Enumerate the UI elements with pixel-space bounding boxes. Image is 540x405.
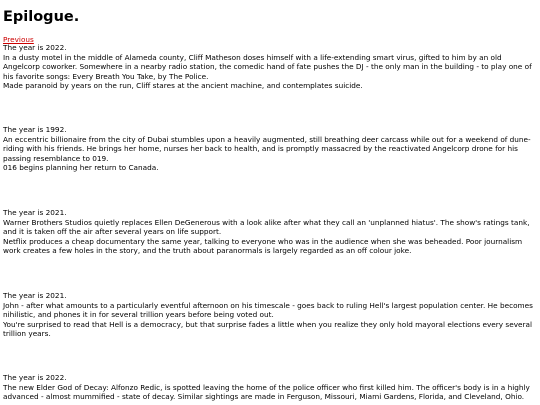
entry-paragraph: 016 begins planning her return to Canada. [3, 163, 159, 173]
entry-paragraph: John - after what amounts to a particularly eventful afternoon on his timescale - goes back to ruling Hell's largest population center. He becomes nihilistic, and phones it in for several trillion years before being voted out. [3, 300, 533, 320]
previous-link[interactable]: Previous [3, 34, 34, 44]
entry-2022-cliff [3, 43, 537, 91]
page-title: Epilogue. [3, 9, 80, 25]
entry-paragraph: The new Elder God of Decay: Alfonzo Redic, is spotted leaving the home of the police officer who first killed him. The officer's body is in a highly advanced - almost mummified - state of decay. Similar sightings are made in Ferguson, Missouri, Miami Gardens, Florida, and Cleveland, Ohio. [3, 382, 530, 402]
entry-paragraph: You're surprised to read that Hell is a democracy, but that surprise fades a little when you realize they only hold mayoral elections every several trillion years. [3, 319, 532, 339]
entry-paragraph: In a dusty motel in the middle of Alameda county, Cliff Matheson doses himself with a life-extending smart virus, gifted to him by an old Angelcorp coworker. Somewhere in a nearby radio station, the comedic hand of fate pushes the DJ - the only man in the building - to play one of his favorite songs: Every Breath You Take, by The Police. [3, 52, 532, 81]
entry-2022-redic [3, 373, 537, 402]
entry-paragraph: Made paranoid by years on the run, Cliff stares at the ancient machine, and contemplates suicide. [3, 81, 363, 91]
entry-year: The year is 1992. [3, 125, 67, 134]
entry-paragraph: Warner Brothers Studios quietly replaces Ellen DeGenerous with a look alike after what they call an 'unplanned hiatus'. The show's ratings tank, and it is taken off the air after several years on life support. [3, 217, 530, 237]
entry-paragraph: An eccentric billionaire from the city of Dubai stumbles upon a heavily augmented, still breathing deer carcass while out for a weekend of dune-riding with his friends. He brings her home, nurses her back to health, and is promptly massacred by the reactivated Angelcorp drone for his passing resemblance to 019. [3, 134, 531, 163]
entry-year: The year is 2022. [3, 43, 67, 52]
entry-1992-dubai [3, 125, 537, 173]
entry-year: The year is 2021. [3, 291, 67, 300]
entry-year: The year is 2021. [3, 208, 67, 217]
entry-2021-ellen [3, 208, 537, 256]
entry-2021-john [3, 291, 537, 339]
entry-year: The year is 2022. [3, 373, 67, 382]
entry-paragraph: Netflix produces a cheap documentary the same year, talking to everyone who was in the audience when she was beheaded. Poor journalism work creates a few holes in the story, and the truth about paranormals is largely regarded as an off colour joke. [3, 236, 523, 256]
